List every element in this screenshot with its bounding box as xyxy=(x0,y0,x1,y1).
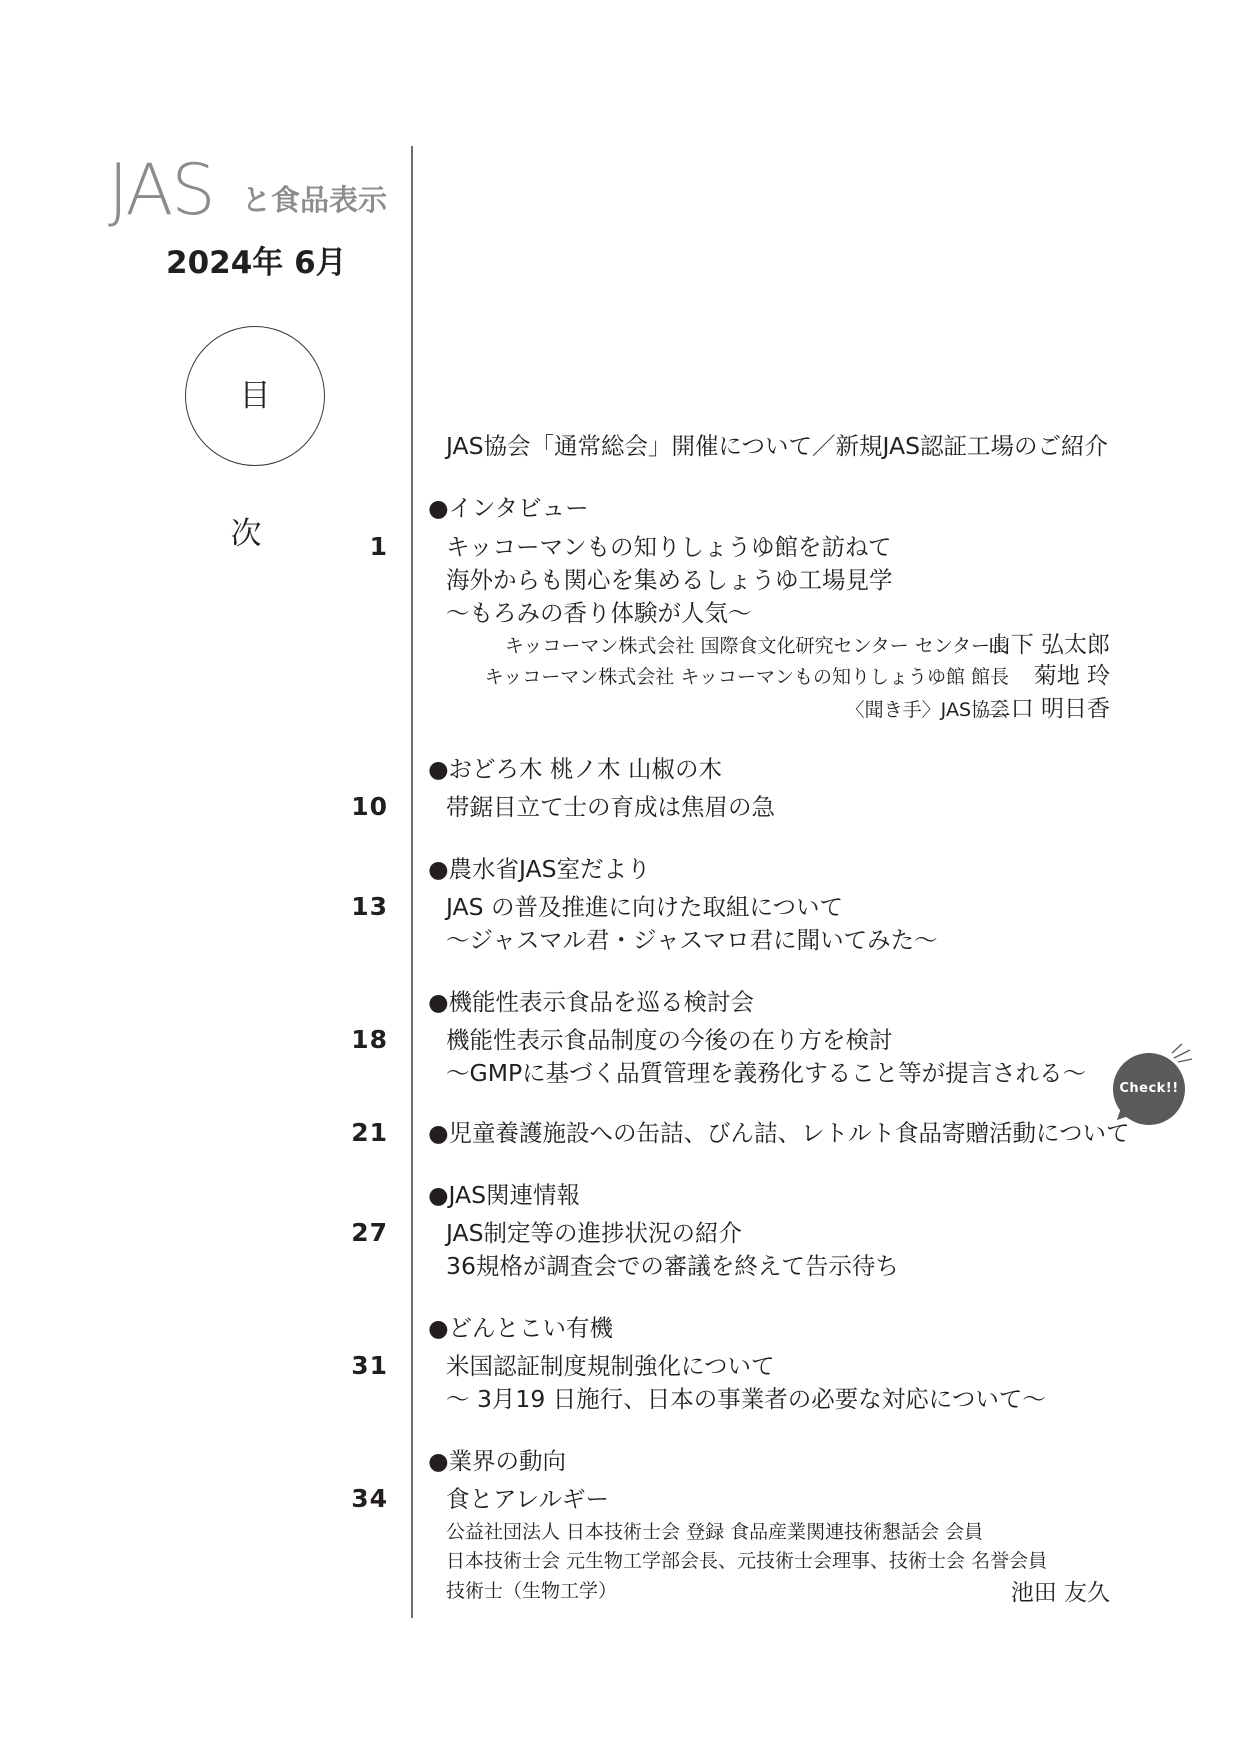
page-number: 31 xyxy=(351,1351,388,1380)
toc-article-subtitle: 〜 3月19 日施行、日本の事業者の必要な対応について〜 xyxy=(446,1385,1046,1413)
author-affiliation: 公益社団法人 日本技術士会 登録 食品産業関連技術懇話会 会員 xyxy=(446,1521,984,1543)
magazine-title-jas: JAS xyxy=(108,149,214,231)
page-number: 1 xyxy=(369,532,388,561)
toc-category-kinousei: ●機能性表示食品を巡る検討会 xyxy=(428,988,755,1016)
toc-category-interview: ●インタビュー xyxy=(428,494,589,522)
toc-article-subtitle: 〜ジャスマル君・ジャスマロ君に聞いてみた〜 xyxy=(446,926,938,954)
toc-article-title[interactable]: ●児童養護施設への缶詰、びん詰、レトルト食品寄贈活動について xyxy=(428,1119,1130,1147)
page-number: 18 xyxy=(351,1025,388,1054)
author-affiliation: 〈聞き手〉JAS協会 xyxy=(845,699,1009,721)
issue-date: 2024年 6月 xyxy=(166,245,347,281)
toc-article-title[interactable]: 食とアレルギー xyxy=(446,1485,609,1513)
author-affiliation: キッコーマン株式会社 国際食文化研究センター センター長 xyxy=(504,635,1009,657)
author-affiliation: 技術士（生物工学） xyxy=(446,1580,618,1602)
author-name: 菊地 玲 xyxy=(1033,663,1110,689)
page-number: 27 xyxy=(351,1218,388,1247)
page-number: 34 xyxy=(351,1484,388,1513)
page-number: 10 xyxy=(351,792,388,821)
author-name: 二口 明日香 xyxy=(987,696,1110,722)
toc-category-industry: ●業界の動向 xyxy=(428,1447,567,1475)
author-name: 山下 弘太郎 xyxy=(987,632,1110,658)
page-number: 13 xyxy=(351,892,388,921)
toc-article-title[interactable]: JAS制定等の進捗状況の紹介 xyxy=(446,1219,743,1247)
toc-category-jasinfo: ●JAS関連情報 xyxy=(428,1181,581,1209)
author-affiliation: 日本技術士会 元生物工学部会長、元技術士会理事、技術士会 名誉会員 xyxy=(446,1550,1048,1572)
page-number: 21 xyxy=(351,1118,388,1147)
magazine-title-subtitle: と食品表示 xyxy=(242,183,388,217)
toc-category-maff: ●農水省JAS室だより xyxy=(428,855,651,883)
toc-article-title[interactable]: 海外からも関心を集めるしょうゆ工場見学 xyxy=(446,566,893,594)
check-badge-label: Check!! xyxy=(1119,1081,1179,1096)
toc-top-item[interactable]: JAS協会「通常総会」開催について／新規JAS認証工場のご紹介 xyxy=(446,432,1109,460)
toc-article-subtitle: 36規格が調査会での審議を終えて告示待ち xyxy=(446,1252,899,1280)
toc-heading: 目 次 xyxy=(230,378,289,552)
author-affiliation: キッコーマン株式会社 キッコーマンもの知りしょうゆ館 館長 xyxy=(484,666,1009,688)
toc-article-title[interactable]: キッコーマンもの知りしょうゆ館を訪ねて xyxy=(446,533,892,561)
sparkle-icon xyxy=(1170,1042,1194,1064)
toc-article-title[interactable]: 機能性表示食品制度の今後の在り方を検討 xyxy=(446,1026,893,1054)
toc-category-odoroki: ●おどろ木 桃ノ木 山椒の木 xyxy=(428,755,722,783)
divider-line xyxy=(411,146,413,1618)
author-name: 池田 友久 xyxy=(1010,1580,1110,1606)
toc-article-title[interactable]: 帯鋸目立て士の育成は焦眉の急 xyxy=(446,793,775,821)
toc-article-subtitle: 〜GMPに基づく品質管理を義務化すること等が提言される〜 xyxy=(446,1059,1087,1087)
toc-article-subtitle: 〜もろみの香り体験が人気〜 xyxy=(446,599,752,627)
toc-article-title[interactable]: JAS の普及推進に向けた取組について xyxy=(446,893,844,921)
toc-category-organic: ●どんとこい有機 xyxy=(428,1314,614,1342)
toc-heading-circle xyxy=(185,326,325,552)
toc-article-title[interactable]: 米国認証制度規制強化について xyxy=(446,1352,775,1380)
